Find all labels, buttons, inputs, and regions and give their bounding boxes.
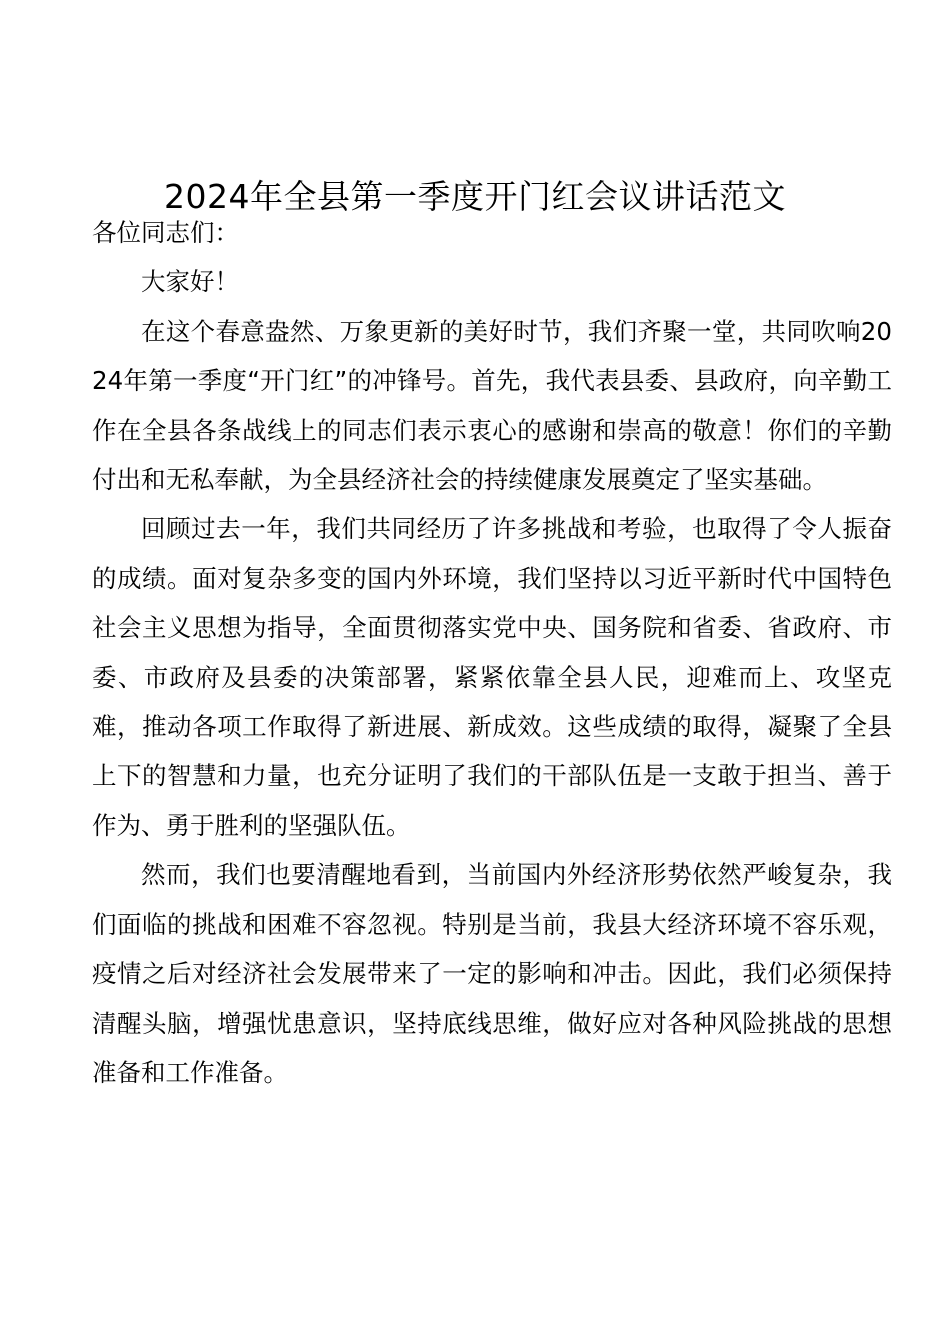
document-body	[92, 208, 892, 1097]
document-title: 2024年全县第一季度开门红会议讲话范文	[164, 177, 786, 216]
salutation: 各位同志们：	[92, 218, 239, 247]
greeting: 大家好！	[141, 267, 239, 297]
paragraph-challenges: 然而，我们也要清醒地看到，当前国内外经济形势依然严峻复杂，我们面临的挑战和困难不容忽视。特别是当前，我县大经济环境不容乐观，疫情之后对经济社会发展带来了一定的影响和冲击。因此，我们必须保持清醒头脑，增强忧患意识，坚持底线思维，做好应对各种风险挑战的思想准备和工作准备。	[92, 860, 892, 1087]
paragraph-review: 回顾过去一年，我们共同经历了许多挑战和考验，也取得了令人振奋的成绩。面对复杂多变的国内外环境，我们坚持以习近平新时代中国特色社会主义思想为指导，全面贯彻落实党中央、国务院和省委、省政府、市委、市政府及县委的决策部署，紧紧依靠全县人民，迎难而上、攻坚克难，推动各项工作取得了新进展、新成效。这些成绩的取得，凝聚了全县上下的智慧和力量，也充分证明了我们的干部队伍是一支敢于担当、善于作为、勇于胜利的坚强队伍。	[92, 514, 892, 840]
paragraph-opening: 在这个春意盎然、万象更新的美好时节，我们齐聚一堂，共同吹响2024年第一季度“开门红”的冲锋号。首先，我代表县委、县政府，向辛勤工作在全县各条战线上的同志们表示衷心的感谢和崇高的敬意！你们的辛勤付出和无私奉献，为全县经济社会的持续健康发展奠定了坚实基础。	[92, 316, 892, 495]
